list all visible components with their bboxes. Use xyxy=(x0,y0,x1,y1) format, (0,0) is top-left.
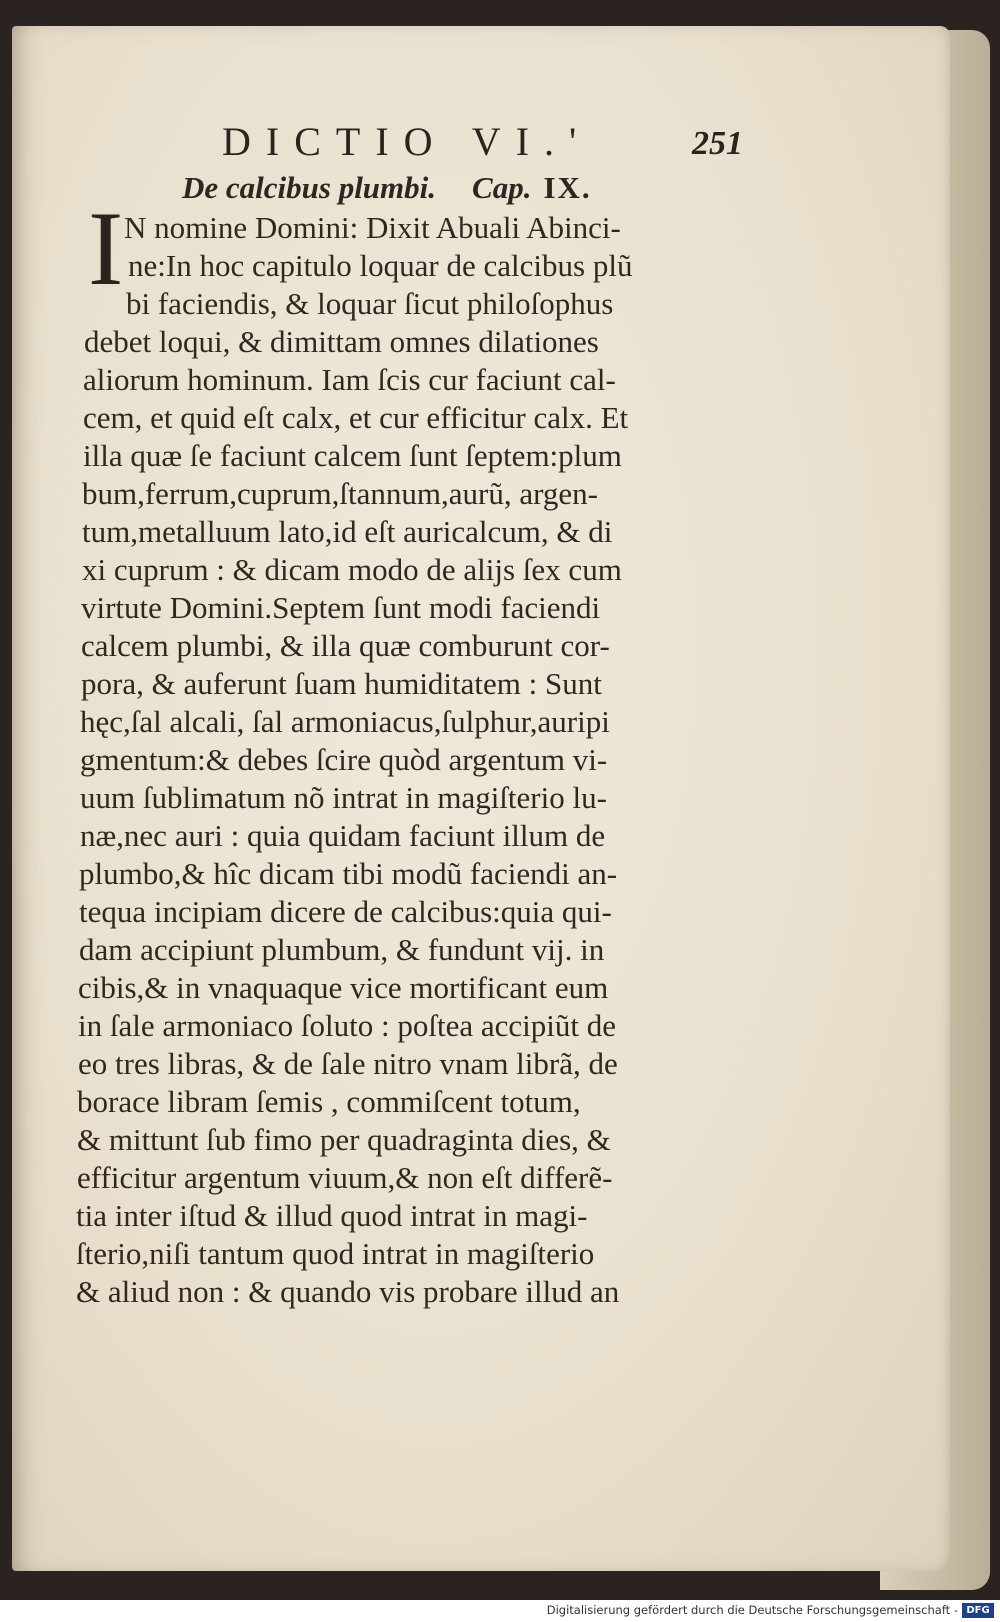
text-line: pora, & auferunt ſuam humiditatem : Sunt xyxy=(81,666,602,701)
dfg-logo: DFG xyxy=(962,1603,994,1618)
text-line: efficitur argentum viuum,& non eſt differẽ- xyxy=(77,1160,613,1195)
text-line: hęc,ſal alcali, ſal armoniacus,ſulphur,auripi xyxy=(80,704,610,739)
funding-notice: Digitalisierung gefördert durch die Deutsche Forschungsgemeinschaft - xyxy=(546,1603,958,1617)
text-line: virtute Domini.Septem ſunt modi faciendi xyxy=(81,590,601,625)
text-line: ne:In hoc capitulo loquar de calcibus plũ xyxy=(128,248,633,283)
text-line: & aliud non : & quando vis probare illud an xyxy=(76,1274,620,1309)
drop-cap-initial: I xyxy=(88,190,124,307)
text-line: uum ſublimatum nõ intrat in magiſterio lu- xyxy=(80,780,607,815)
chapter-label: Cap. xyxy=(472,170,532,205)
text-line: debet loqui, & dimittam omnes dilationes xyxy=(84,324,599,359)
text-line: tum,metalluum lato,id eſt auricalcum, & di xyxy=(82,514,613,549)
page-number: 251 xyxy=(692,125,743,162)
text-line: eo tres libras, & de ſale nitro vnam librã, de xyxy=(78,1046,618,1081)
text-line: cem, et quid eſt calx, et cur efficitur calx. Et xyxy=(83,400,629,435)
text-line: in ſale armoniaco ſoluto : poſtea accipiũt de xyxy=(78,1008,617,1043)
text-line: bi faciendis, & loquar ſicut philoſophus xyxy=(126,286,614,321)
text-line: & mittunt ſub fimo per quadraginta dies, & xyxy=(77,1122,611,1157)
text-line: ſterio,niſi tantum quod intrat in magiſterio xyxy=(76,1236,595,1271)
text-line: cibis,& in vnaquaque vice mortificant eum xyxy=(78,970,609,1005)
text-line: bum,ferrum,cuprum,ſtannum,aurũ, argen- xyxy=(82,476,598,511)
text-line: calcem plumbi, & illa quæ comburunt cor- xyxy=(81,628,610,663)
text-line: borace libram ſemis , commiſcent totum, xyxy=(77,1084,581,1119)
chapter-heading xyxy=(182,170,592,206)
text-line: næ,nec auri : quia quidam faciunt illum de xyxy=(80,818,606,853)
text-line: aliorum hominum. Iam ſcis cur faciunt cal- xyxy=(83,362,616,397)
text-line: tia inter iſtud & illud quod intrat in magi- xyxy=(76,1198,588,1233)
chapter-number: IX. xyxy=(543,170,592,205)
text-line: illa quæ ſe faciunt calcem ſunt ſeptem:plum xyxy=(83,438,622,473)
chapter-title: De calcibus plumbi. xyxy=(182,170,437,205)
text-line: tequa incipiam dicere de calcibus:quia qui- xyxy=(79,894,612,929)
running-head: DICTIO VI.' xyxy=(222,119,592,164)
text-line: dam accipiunt plumbum, & fundunt vij. in xyxy=(79,932,605,967)
text-line: plumbo,& hîc dicam tibi modũ faciendi an- xyxy=(79,856,618,891)
text-line: N nomine Domini: Dixit Abuali Abinci- xyxy=(124,210,621,245)
text-line: xi cuprum : & dicam modo de alijs ſex cum xyxy=(82,552,622,587)
text-line: gmentum:& debes ſcire quòd argentum vi- xyxy=(80,742,608,777)
